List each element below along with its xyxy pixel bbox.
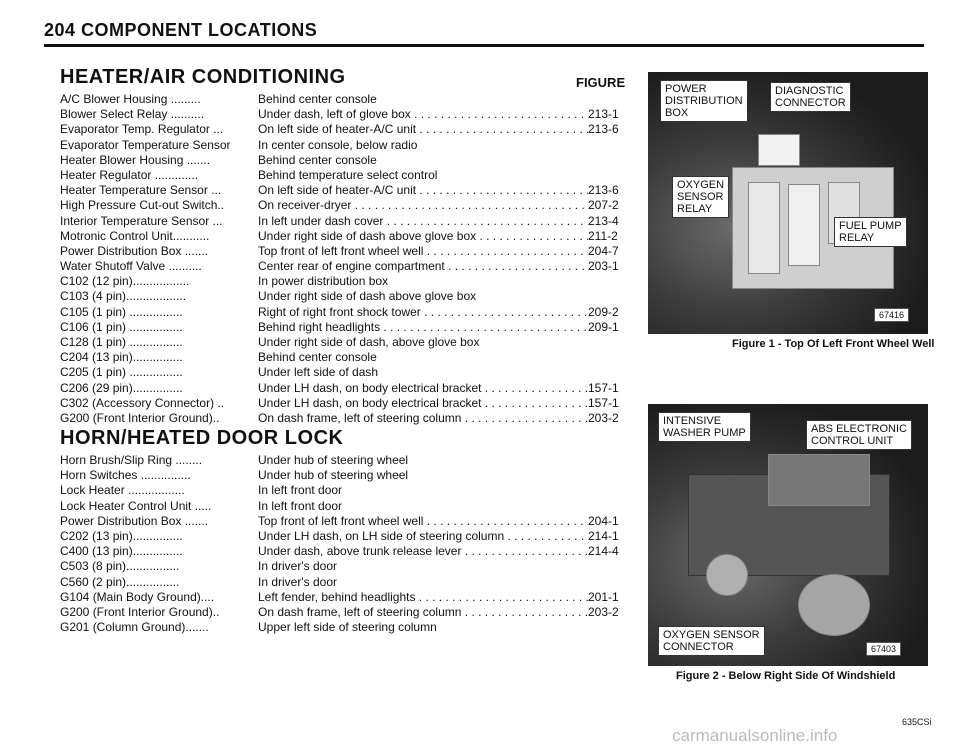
component-location: In center console, below radio [258,137,418,152]
component-name: C105 (1 pin) ................ [60,304,183,319]
component-name: G201 (Column Ground)....... [60,620,209,635]
component-location: Right of right front shock tower . . . [258,305,588,319]
component-name: Lock Heater ................. [60,483,185,498]
component-location: Under hub of steering wheel [258,453,409,467]
figure-reference: 203-2 [588,410,619,425]
component-location: Behind right headlights . . . [258,320,588,334]
component-location: Behind temperature select control [258,167,438,182]
component-name: C128 (1 pin) ................ [60,335,183,349]
component-location: On left side of heater-A/C unit . . . [258,122,588,136]
component-location: On receiver-dryer . . . [258,198,588,212]
component-name: Motronic Control Unit........... [60,228,210,243]
figure-reference: 157-1 [588,395,619,410]
figure-1-photo-id: 67416 [874,308,909,322]
component-name: Lock Heater Control Unit ..... [60,498,212,513]
component-location: Under LH dash, on LH side of steering column . . . [258,529,588,543]
label-oxygen-sensor-connector: OXYGEN SENSOR CONNECTOR [658,626,765,656]
label-fuel-pump-relay: FUEL PUMP RELAY [834,217,907,247]
figure-column-label: FIGURE [576,75,626,90]
label-power-distribution-box: POWER DISTRIBUTION BOX [660,80,748,122]
figure-reference: 207-2 [588,198,619,213]
figure-1-photo [648,72,928,334]
figure-reference: 213-1 [588,107,619,122]
component-location: Under right side of dash above glove box . . . [258,229,588,243]
component-location: Under right side of dash above glove box [258,289,477,304]
component-name: Evaporator Temperature Sensor [60,137,231,152]
figure-reference: 204-1 [588,513,619,528]
component-location: Behind center console [258,350,377,365]
component-name: Horn Switches ............... [60,468,191,483]
component-name: C205 (1 pin) ................ [60,365,183,380]
figure-reference: 213-6 [588,183,619,198]
component-name: Power Distribution Box ....... [60,243,209,258]
component-name: Horn Brush/Slip Ring ........ [60,453,203,467]
component-name: C400 (13 pin)............... [60,544,183,559]
model-id: 635CSi [902,717,932,727]
component-location: Center rear of engine compartment . . . [258,259,588,273]
component-location: Under dash, above trunk release lever . . . [258,544,588,558]
figure-reference: 209-2 [588,304,619,319]
section-title-heater-ac: HEATER/AIR CONDITIONING [60,66,346,88]
component-location: Under left side of dash [258,365,379,380]
component-name: High Pressure Cut-out Switch.. [60,198,225,213]
section-title-horn-lock: HORN/HEATED DOOR LOCK [60,427,344,449]
figure-reference: 201-1 [588,589,619,604]
label-intensive-washer-pump: INTENSIVE WASHER PUMP [658,412,751,442]
component-location: In left front door [258,498,343,513]
header-rule [44,44,924,47]
label-diagnostic-connector: DIAGNOSTIC CONNECTOR [770,82,851,112]
component-name: Power Distribution Box ....... [60,513,209,528]
label-oxygen-sensor-relay: OXYGEN SENSOR RELAY [672,176,729,218]
component-name: Evaporator Temp. Regulator ... [60,122,224,137]
component-name: Heater Regulator ............. [60,167,199,182]
component-location: In left front door [258,483,343,498]
watermark: carmanualsonline.info [672,726,838,745]
component-location: In driver's door [258,574,337,589]
component-location: On left side of heater-A/C unit . . . [258,183,588,197]
component-location: Upper left side of steering column [258,620,437,635]
figure-reference: 211-2 [588,228,618,243]
figure-reference: 157-1 [588,380,619,395]
component-name: C103 (4 pin).................. [60,289,187,304]
figure-2-caption: Figure 2 - Below Right Side Of Windshield [676,670,896,682]
component-location: In driver's door [258,559,337,574]
figure-reference: 213-4 [588,213,619,228]
component-name: C206 (29 pin)............... [60,380,183,395]
component-name: C202 (13 pin)............... [60,528,183,543]
component-location: Behind center console [258,92,377,106]
component-location: In power distribution box [258,274,389,289]
component-location: Top front of left front wheel well . . . [258,244,588,258]
component-name: Heater Temperature Sensor ... [60,183,222,198]
component-location: Under LH dash, on body electrical bracket . . . [258,381,588,395]
component-location: Under LH dash, on body electrical bracket . . . [258,396,588,410]
component-name: C302 (Accessory Connector) .. [60,395,225,410]
component-location: Under hub of steering wheel [258,468,409,483]
figure-reference: 214-1 [588,528,619,543]
figure-reference: 203-1 [588,259,619,274]
component-name: C503 (8 pin)................ [60,559,180,574]
component-location: Left fender, behind headlights . . . [258,590,588,604]
page-title: 204 COMPONENT LOCATIONS [44,20,318,40]
component-name: Water Shutoff Valve .......... [60,259,202,274]
component-location: Under right side of dash, above glove box [258,335,480,349]
component-location: Behind center console [258,152,377,167]
figure-reference: 213-6 [588,122,619,137]
component-name: C560 (2 pin)................ [60,574,180,589]
component-name: C204 (13 pin)............... [60,350,183,365]
component-name: G200 (Front Interior Ground).. [60,604,220,619]
component-name: C106 (1 pin) ................ [60,319,183,334]
component-location: On dash frame, left of steering column . . . [258,411,588,425]
component-name: A/C Blower Housing ......... [60,92,201,106]
label-abs-control-unit: ABS ELECTRONIC CONTROL UNIT [806,420,912,450]
figure-reference: 209-1 [588,319,619,334]
figure-reference: 203-2 [588,604,619,619]
component-location: In left under dash cover . . . [258,214,588,228]
component-location: Under dash, left of glove box . . . [258,107,588,121]
component-name: C102 (12 pin)................. [60,274,190,289]
component-name: Interior Temperature Sensor ... [60,213,223,228]
figure-reference: 214-4 [588,544,619,559]
component-location: On dash frame, left of steering column . . . [258,605,588,619]
figure-reference: 204-7 [588,243,619,258]
component-name: Heater Blower Housing ....... [60,152,211,167]
figure-1-caption: Figure 1 - Top Of Left Front Wheel Well [732,338,935,350]
component-name: Blower Select Relay .......... [60,107,205,122]
component-name: G200 (Front Interior Ground).. [60,410,220,425]
component-name: G104 (Main Body Ground).... [60,589,215,604]
component-location: Top front of left front wheel well . . . [258,514,588,528]
figure-2-photo-id: 67403 [866,642,901,656]
figure-2-photo [648,404,928,666]
